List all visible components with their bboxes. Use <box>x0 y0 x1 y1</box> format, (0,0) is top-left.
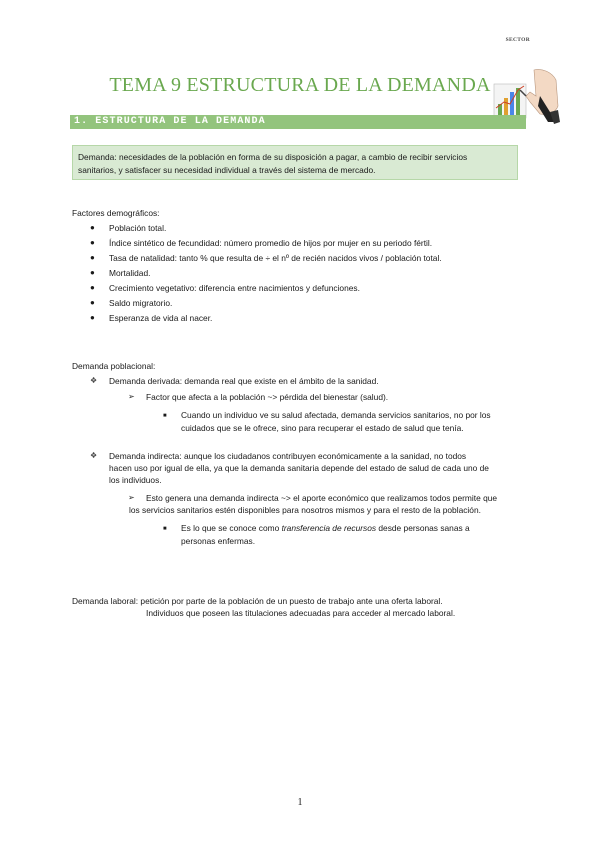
factor-item: Población total. <box>109 223 167 233</box>
demanda-indirecta-1: Demanda indirecta: aunque los ciudadanos contribuyen económicamente a la sanidad, no todos <box>109 451 467 461</box>
demanda-indirecta-sub-2: los servicios sanitarios estén disponibles para nosotros mismos y para el resto de la población. <box>129 505 481 515</box>
section-heading-bar <box>70 115 526 129</box>
transferencia-term: transferencia de recursos <box>281 523 377 533</box>
square-bullet-icon: ■ <box>163 526 167 532</box>
demanda-laboral-2: Individuos que poseen las titulaciones adecuadas para acceder al mercado laboral. <box>146 608 456 618</box>
bullet-dot-icon: ● <box>90 298 95 307</box>
demanda-indirecta-2: hacen uso por igual de ella, ya que la demanda sanitaria depende del estado de salud de cada uno de <box>109 463 489 473</box>
arrow-bullet-icon: ➢ <box>128 493 135 502</box>
bullet-dot-icon: ● <box>90 223 95 232</box>
factor-item: Esperanza de vida al nacer. <box>109 313 213 323</box>
demanda-derivada: Demanda derivada: demanda real que existe en el ámbito de la sanidad. <box>109 376 379 386</box>
demanda-derivada-detail-1: Cuando un individuo ve su salud afectada, demanda servicios sanitarios, no por los <box>181 410 491 420</box>
bullet-dot-icon: ● <box>90 253 95 262</box>
page-title: TEMA 9 ESTRUCTURA DE LA DEMANDA <box>109 74 491 96</box>
factor-item: Tasa de natalidad: tanto % que resulta de ÷ el nº de recién nacidos vivos / población total. <box>109 253 442 263</box>
factores-heading: Factores demográficos: <box>72 208 160 218</box>
arrow-bullet-icon: ➢ <box>128 392 135 401</box>
bullet-dot-icon: ● <box>90 283 95 292</box>
square-bullet-icon: ■ <box>163 413 167 419</box>
poblacional-heading: Demanda poblacional: <box>72 361 156 371</box>
page-number: 1 <box>297 797 303 808</box>
demanda-laboral-1: Demanda laboral: petición por parte de la población de un puesto de trabajo ante una oferta laboral. <box>72 596 443 606</box>
demanda-indirecta-sub-1: Esto genera una demanda indirecta ~> el aporte económico que realizamos todos permite que <box>146 493 498 503</box>
factor-item: Saldo migratorio. <box>109 298 173 308</box>
bullet-dot-icon: ● <box>90 313 95 322</box>
transferencia-line-1: Es lo que se conoce como transferencia de recursos desde personas sanas a <box>181 523 470 533</box>
definition-line-2: sanitarios, y satisfacer su necesidad individual a través del sistema de mercado. <box>78 165 376 175</box>
bullet-dot-icon: ● <box>90 238 95 247</box>
definition-line-1: Demanda: necesidades de la población en forma de su disposición a pagar, a cambio de recibir servicios <box>78 152 468 162</box>
bullet-dot-icon: ● <box>90 268 95 277</box>
factor-item: Mortalidad. <box>109 268 151 278</box>
factor-item: Crecimiento vegetativo: diferencia entre nacimientos y defunciones. <box>109 283 360 293</box>
header-tag: SECTOR <box>505 37 530 43</box>
definition-box <box>72 145 518 180</box>
transferencia-line-2: personas enfermas. <box>181 536 256 546</box>
demanda-derivada-sub: Factor que afecta a la población ~> pérdida del bienestar (salud). <box>146 392 389 402</box>
diamond-bullet-icon: ❖ <box>90 451 98 460</box>
diamond-bullet-icon: ❖ <box>90 376 98 385</box>
section-heading: 1. ESTRUCTURA DE LA DEMANDA <box>74 116 266 127</box>
demanda-indirecta-3: los individuos. <box>109 475 162 485</box>
factor-item: Índice sintético de fecundidad: número promedio de hijos por mujer en su periodo fértil. <box>109 238 433 248</box>
demanda-derivada-detail-2: cuidados que se le ofrece, sino para recuperar el estado de salud que tenía. <box>181 423 464 433</box>
